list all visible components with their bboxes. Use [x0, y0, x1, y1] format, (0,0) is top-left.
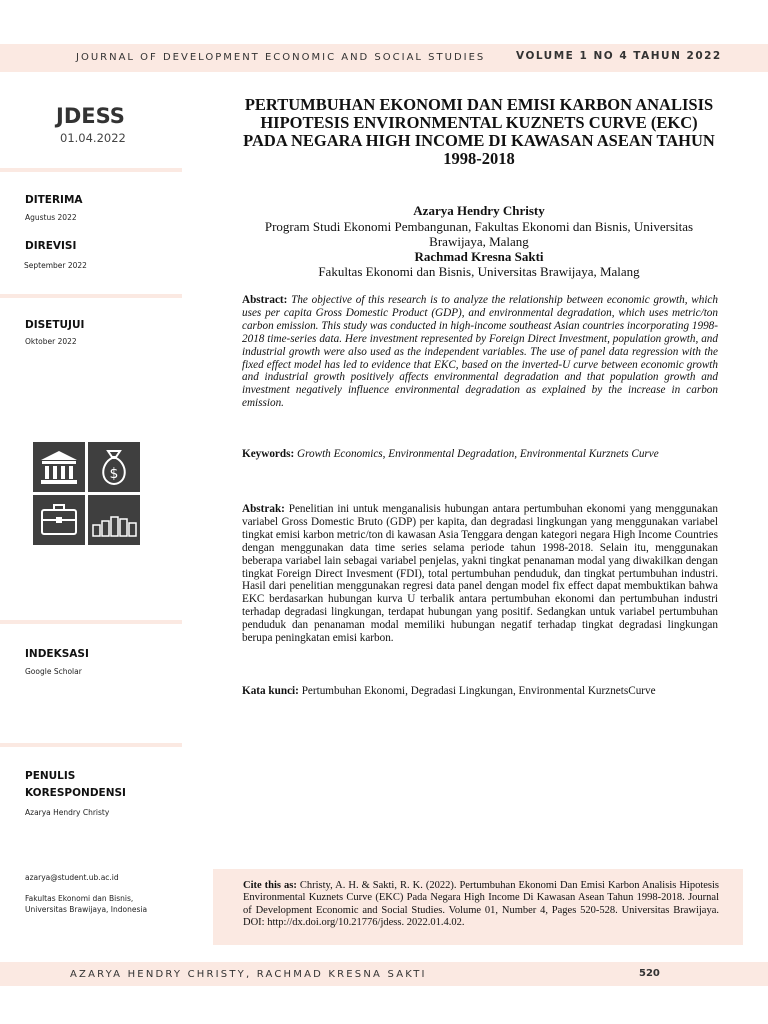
header-bar	[0, 44, 768, 72]
abstrak-text: Penelitian ini untuk menganalisis hubungan antara pertumbuhan ekonomi yang menggunakan variabel Gross Domestic Bruto (GDP) per kapita, dan degradasi lingkungan yang menggunakan variabel tingkat emisi karbon metric/ton di kawasan Asia Tenggara dengan kategori negara High Income Countries dengan menggunakan data time series selama periode tahun 1998-2018. Selain itu, menggunakan beberapa variabel lain sebagai variabel penjelas, yakni tingkat penanaman modal yang diwakilkan dengan tingkat Foreign Direct Invesment (FDI), total pertumbuhan penduduk, dan tingkat pertumbuhan industri. Hasil dari penelitian menggunakan regresi data panel dengan model fix effect dapat membuktikan bahwa EKC berdasarkan hubungan kurva U terbalik antara pertumbuhan ekonomi dan pertumbuhan industri terhadap degradasi lingkungan, terdapat hubungan yang positif. Sedangkan untuk variabel pertumbuhan penduduk dan penanaman modal memiliki hubungan negatif terhadap tingkat degradasi lingkungan berupa peningkatan emisi karbon.	[242, 503, 718, 645]
keywords	[242, 448, 718, 461]
kata-kunci	[242, 685, 718, 698]
correspondence-affiliation-1: Fakultas Ekonomi dan Bisnis,	[25, 894, 134, 903]
citation	[243, 880, 719, 929]
keywords-text: Growth Economics, Environmental Degradation, Environmental Kurznets Curve	[294, 448, 659, 460]
briefcase-icon	[33, 495, 85, 545]
volume-info: VOLUME 1 NO 4 TAHUN 2022	[516, 50, 722, 62]
abstract-label: Abstract:	[242, 294, 288, 306]
correspondence-affiliation-2: Universitas Brawijaya, Indonesia	[25, 905, 148, 914]
affiliation-2: Fakultas Ekonomi dan Bisnis, Universitas Brawijaya, Malang	[318, 264, 640, 279]
citation-box	[213, 869, 743, 945]
footer-bar	[0, 962, 768, 986]
journal-logo: JDESS	[56, 104, 125, 128]
approved-label: DISETUJUI	[25, 319, 85, 331]
abstract-english	[242, 294, 718, 410]
revised-label: DIREVISI	[25, 240, 77, 252]
correspondence-email[interactable]: azarya@student.ub.ac.id	[25, 873, 119, 882]
sidebar-divider	[0, 743, 182, 747]
kata-kunci-text: Pertumbuhan Ekonomi, Degradasi Lingkungan, Environmental KurznetsCurve	[298, 685, 656, 697]
citation-text: Christy, A. H. & Sakti, R. K. (2022). Pertumbuhan Ekonomi Dan Emisi Karbon Analisis Hipotesis Environmental Kuznets Curve (EKC) Pada Negara High Income Di Kawasan Asean Tahun 1998-2018. Journal of Development Economic and Social Studies. Volume 01, Number 4, Pages 520-528. Universitas Brawijaya. DOI: http://dx.doi.org/10.21776/jdess. 2022.01.4.02.	[243, 880, 719, 928]
citation-label: Cite this as:	[243, 880, 297, 891]
abstrak-label: Abstrak:	[242, 503, 285, 515]
received-date: Agustus 2022	[25, 213, 77, 222]
affiliation-1: Program Studi Ekonomi Pembangunan, Fakultas Ekonomi dan Bisnis, Universitas Brawijaya, Malang	[264, 219, 694, 249]
index-label: INDEKSASI	[25, 648, 89, 660]
keywords-label: Keywords:	[242, 448, 295, 460]
sidebar-divider	[0, 168, 182, 172]
money-bag-icon	[88, 442, 140, 492]
author-1: Azarya Hendry Christy	[413, 203, 545, 218]
coins-icon	[88, 495, 140, 545]
correspondence-name: Azarya Hendry Christy	[25, 808, 110, 817]
correspondence-label-2: KORESPONDENSI	[25, 787, 126, 799]
abstract-text: The objective of this research is to analyze the relationship between economic growth, which uses per capita Gross Domestic Product (GDP), and environmental degradation, which uses metric/ton carbon emission. This study was conducted in high-income southeast Asian countries incorporating 1998-2018 time-series data. Here investment represented by Foreign Direct Investment, population growth, and industrial growth were also used as the independent variables. The use of panel data regression with the fixed effect model has led to evidence that EKC, based on the inverted-U curve between economic growth and industrial growth positively affects environmental degradation and that population growth and investment negatively influence environmental degradation as explained by the increase in carbon emission.	[242, 294, 718, 410]
correspondence-label-1: PENULIS	[25, 770, 76, 782]
received-label: DITERIMA	[25, 194, 83, 206]
logo-date: 01.04.2022	[60, 131, 126, 145]
index-value: Google Scholar	[25, 667, 82, 676]
kata-kunci-label: Kata kunci:	[242, 685, 299, 697]
footer-authors: AZARYA HENDRY CHRISTY, RACHMAD KRESNA SAKTI	[70, 969, 427, 980]
author-2: Rachmad Kresna Sakti	[414, 249, 544, 264]
article-title: PERTUMBUHAN EKONOMI DAN EMISI KARBON ANALISIS HIPOTESIS ENVIRONMENTAL KUZNETS CURVE (EKC) PADA NEGARA HIGH INCOME DI KAWASAN ASEAN TAHUN 1998-2018	[243, 95, 715, 168]
revised-date: September 2022	[24, 261, 87, 270]
journal-name: JOURNAL OF DEVELOPMENT ECONOMIC AND SOCIAL STUDIES	[76, 52, 486, 63]
sidebar-divider	[0, 294, 182, 298]
svg-text:$: $	[109, 466, 119, 482]
approved-date: Oktober 2022	[25, 337, 77, 346]
page-number: 520	[639, 968, 660, 979]
abstract-indonesian	[242, 503, 718, 645]
bank-icon	[33, 442, 85, 492]
sidebar-divider	[0, 620, 182, 624]
sidebar-icon-grid	[33, 442, 141, 545]
